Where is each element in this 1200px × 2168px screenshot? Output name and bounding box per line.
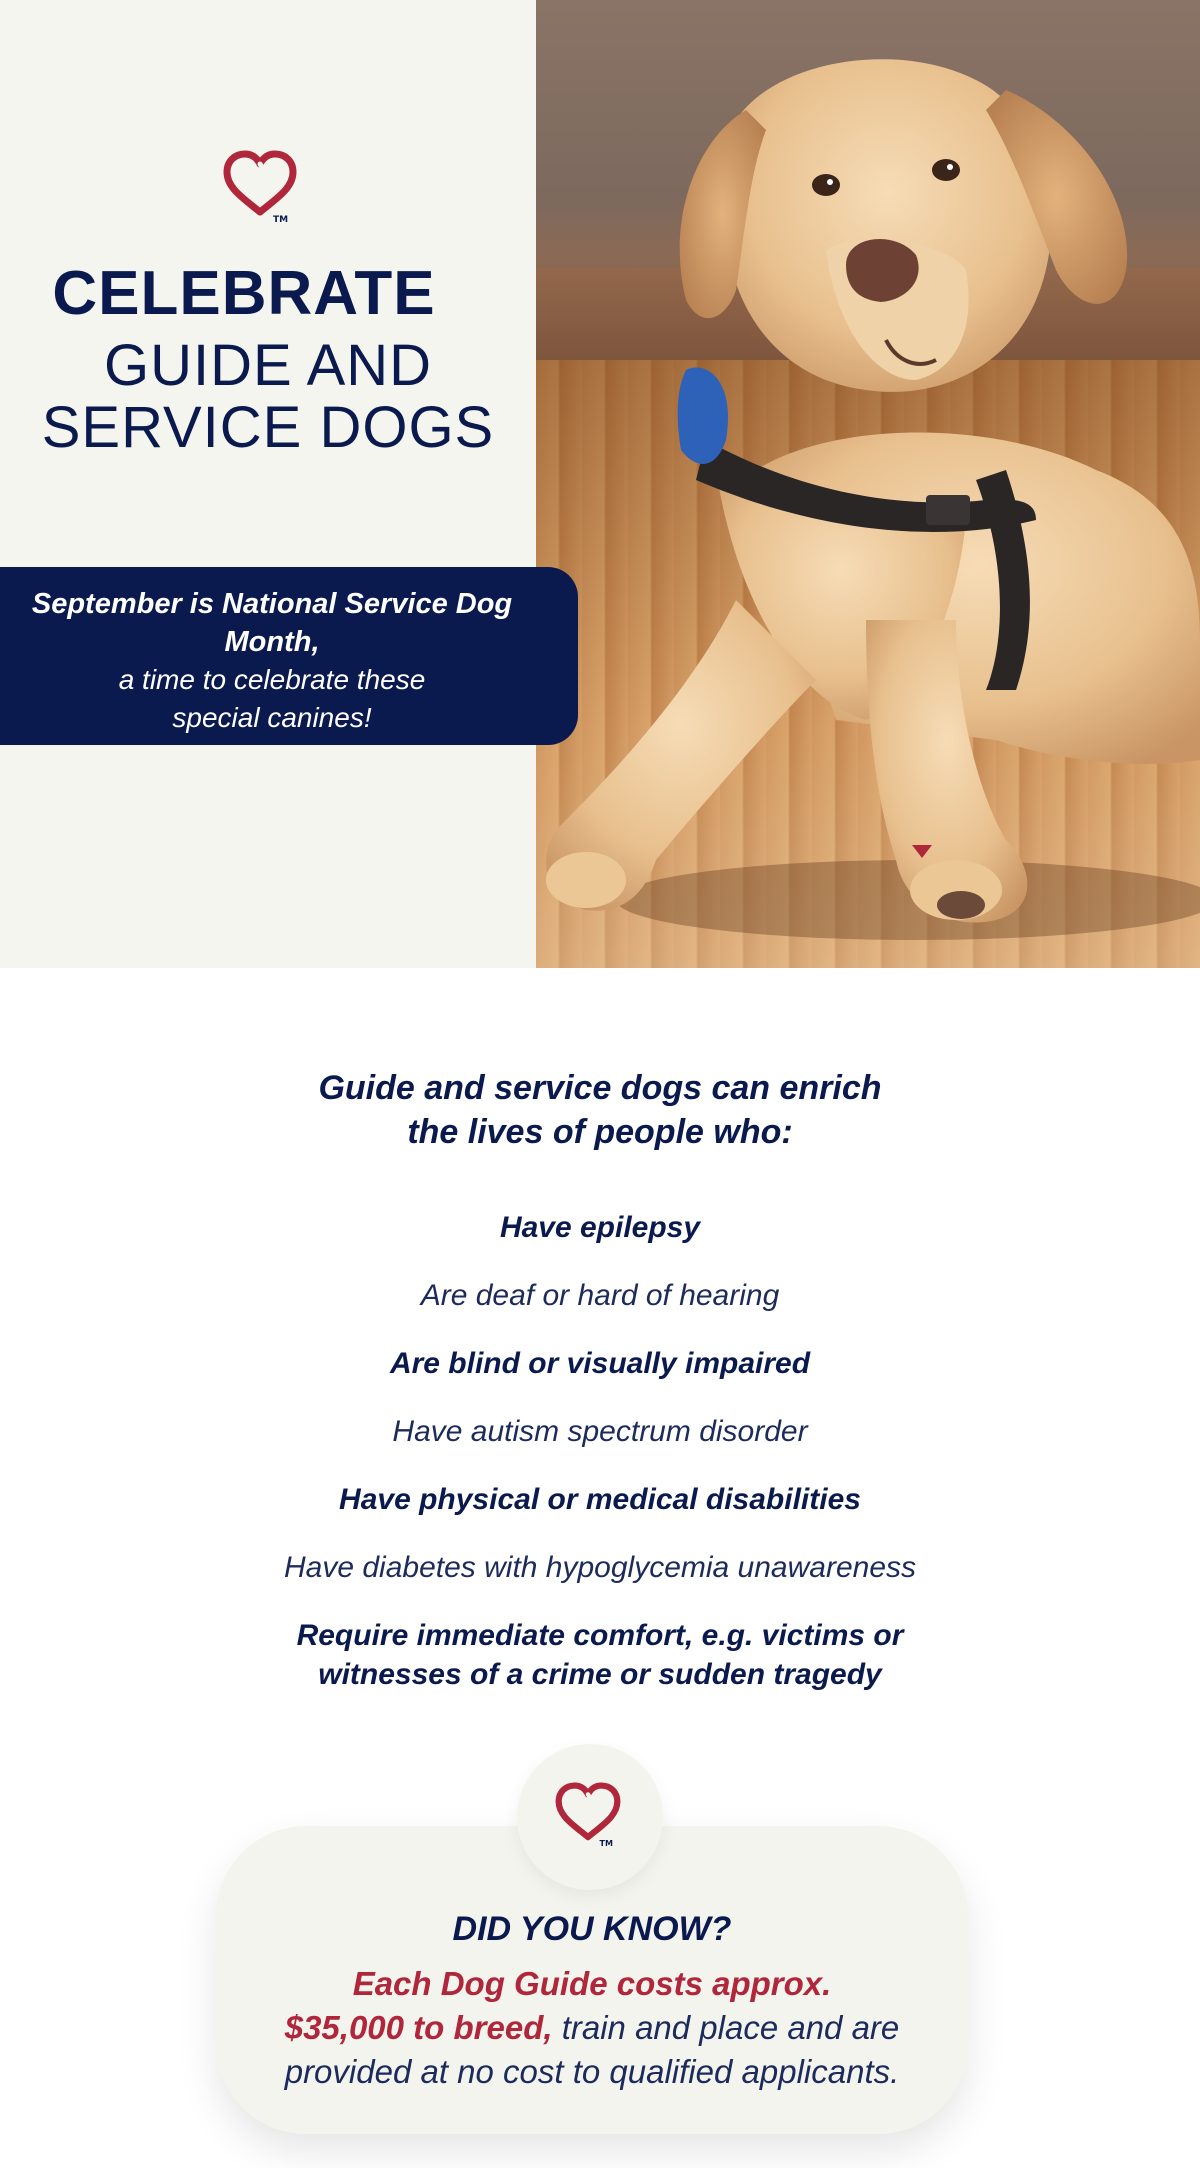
conditions-list bbox=[0, 1208, 1200, 1722]
hero-title-line-2: SERVICE DOGS bbox=[41, 395, 495, 460]
list-item: Require immediate comfort, e.g. victims or witnesses of a crime or sudden tragedy bbox=[296, 1619, 904, 1691]
labrador-illustration bbox=[536, 0, 1200, 968]
card-logo-badge bbox=[517, 1744, 663, 1890]
list-item: Have epilepsy bbox=[499, 1211, 701, 1244]
cost-highlight-line-2: $35,000 to breed, bbox=[284, 2009, 553, 2046]
hero-title-bold: CELEBRATE bbox=[52, 259, 436, 328]
service-dog-month-banner bbox=[0, 567, 578, 745]
dog-photo bbox=[536, 0, 1200, 968]
cost-body-text: train and place and are provided at no cost to qualified applicants. bbox=[284, 2009, 900, 2090]
svg-text:TM: TM bbox=[273, 215, 289, 222]
did-you-know-title: DID YOU KNOW? bbox=[452, 1910, 732, 1948]
svg-text:TM: TM bbox=[599, 1839, 613, 1846]
hero-section bbox=[0, 0, 1200, 968]
hero-text-panel bbox=[0, 0, 536, 968]
enrich-heading-line-2: the lives of people who: bbox=[407, 1113, 793, 1151]
enrich-lives-heading bbox=[0, 1066, 1200, 1154]
list-item: Have diabetes with hypoglycemia unawareness bbox=[283, 1551, 917, 1584]
list-item: Are blind or visually impaired bbox=[389, 1347, 811, 1380]
banner-light-text: a time to celebrate these special canines! bbox=[118, 664, 426, 733]
heart-logo-icon bbox=[221, 150, 299, 222]
banner-bold-text: September is National Service Dog Month, bbox=[31, 588, 513, 658]
list-item: Have physical or medical disabilities bbox=[339, 1483, 861, 1516]
list-item: Have autism spectrum disorder bbox=[392, 1415, 808, 1448]
heart-logo-icon bbox=[553, 1782, 623, 1846]
hero-title-line-1: GUIDE AND bbox=[103, 333, 433, 398]
cost-highlight-line-1: Each Dog Guide costs approx. bbox=[352, 1965, 832, 2002]
list-item: Are deaf or hard of hearing bbox=[420, 1279, 780, 1312]
enrich-heading-line-1: Guide and service dogs can enrich bbox=[318, 1069, 882, 1107]
did-you-know-body bbox=[240, 1962, 944, 2094]
